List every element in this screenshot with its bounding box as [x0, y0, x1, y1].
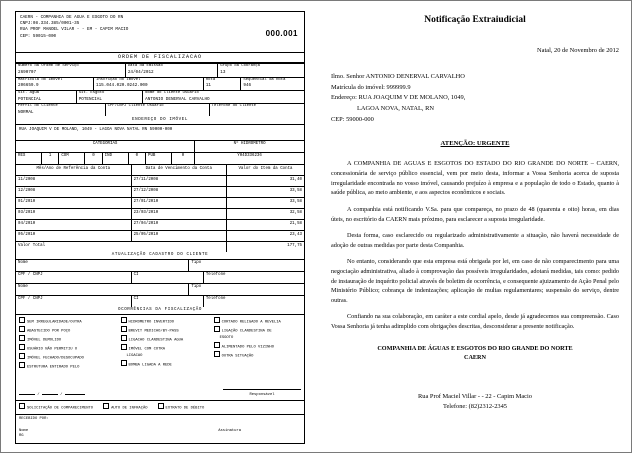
occurrence-item[interactable]: ALIMENTADO PELO VIZINHO — [214, 342, 301, 351]
addressee-name: Ilmo. Senhor ANTONIO DENERVAL CARVALHO — [331, 72, 465, 80]
total-value: 177,75 — [226, 241, 304, 252]
field-route-sequence: Sequencial da Rota 946 — [241, 77, 305, 90]
update-type-label: Tipo — [189, 259, 305, 271]
checkbox-icon[interactable] — [121, 317, 127, 323]
form-header — [15, 11, 305, 53]
update-name-label: Nome — [16, 259, 189, 271]
account-val: 33,58 — [226, 197, 304, 208]
addressee-address-1: Endereço: RUA JOAQUIM V DE MOLANO, 1049, — [331, 94, 466, 102]
update-ci-label: CI — [131, 271, 203, 283]
notice-signature — [331, 344, 619, 363]
addressee-registry: Matrícula do imóvel: 999999.9 — [331, 83, 411, 91]
received-name-field[interactable]: Nome — [19, 428, 29, 433]
account-due: 27/04/2010 — [131, 219, 226, 230]
bottom-check-1[interactable]: SOLICITAÇÃO DE COMPARECIMENTO — [19, 403, 93, 412]
account-val: 31,40 — [226, 175, 304, 186]
form-row-4 — [15, 103, 305, 117]
checkbox-icon[interactable] — [19, 403, 25, 409]
table-row — [16, 208, 305, 219]
field-property-registry: Matrícula do Imóvel 206659.9 — [16, 77, 94, 90]
account-due: 27/11/2008 — [131, 175, 226, 186]
hydrometer-value: Y04D336236 — [195, 152, 305, 164]
accounts-table — [15, 164, 305, 253]
bottom-check-3[interactable]: EXTRATO DE DÉBITO — [158, 403, 205, 412]
bottom-checkboxes — [15, 401, 305, 415]
checkbox-icon[interactable] — [121, 360, 127, 366]
section-categories: CATEGORIAS — [16, 140, 195, 152]
account-due: 23/03/2010 — [131, 208, 226, 219]
received-signature-field[interactable]: Assinatura — [218, 428, 241, 433]
occurrences-column-3 — [214, 317, 301, 372]
category-com-label: COM — [59, 152, 85, 164]
checkbox-icon[interactable] — [121, 335, 127, 341]
occurrence-item[interactable]: ABASTECIDO POR POÇO — [19, 326, 121, 335]
occurrence-item[interactable]: CORTADO RELIGADO A REVELIA — [214, 317, 301, 326]
occurrence-item[interactable]: IMÓVEL COM COTRA — [121, 344, 214, 353]
accounts-col-reference: Mês/Ano de Referência da Conta — [16, 164, 132, 175]
checkbox-icon[interactable] — [19, 353, 25, 359]
section-client-update: ATUALIZAÇÃO CADASTRO DO CLIENTE — [15, 252, 305, 260]
update-name2-label: Nome — [16, 283, 189, 295]
checkbox-icon[interactable] — [19, 317, 25, 323]
signature-abbr: CAERN — [463, 353, 486, 361]
account-ref: 11/2008 — [16, 175, 132, 186]
category-pub-value: 0 — [171, 152, 194, 164]
section-hydrometer: Nº HIDRÔMETRO — [195, 140, 305, 152]
occurrence-item[interactable]: LIGACAO CLANDESTINA AGUA — [121, 335, 214, 344]
field-water-status: Sit. Água POTENCIAL — [16, 90, 77, 103]
table-row — [16, 197, 305, 208]
form-row-3 — [15, 90, 305, 104]
update-cpf2-label: CPF / CNPJ — [16, 295, 132, 307]
checkbox-icon[interactable] — [121, 344, 127, 350]
document-number: 000.001 — [265, 29, 298, 38]
update-ci2-label: CI — [131, 295, 203, 307]
section-property-address: ENDEREÇO DO IMÓVEL — [15, 116, 305, 124]
checkbox-icon[interactable] — [214, 326, 220, 332]
field-client-phone: Telefone do Cliente — [209, 104, 304, 117]
accounts-col-value: Valor do Item da Conta — [226, 164, 304, 175]
notice-paragraph-5: Confiando na sua colaboração, em caráter a este cordial apelo, desde já agradecemos sua compreensão. Caso Vossa Senhoria já tenha adimplido com obrigações descritas, desconsiderar a presente notificação. — [331, 313, 619, 330]
occurrence-item[interactable]: HIDROMETRO INVERTIDO — [121, 317, 214, 326]
occurrences-block — [15, 315, 305, 401]
account-val: 32,58 — [226, 208, 304, 219]
notice-paragraph-2: A companhia está notificando V.Sa. para que compareça, no prazo de 48 (quarenta e oito) horas, em dias úteis, no escritório da CAERN mais próximo, para esclarecer a suposta irregularidade. — [331, 205, 619, 223]
account-ref: 03/2010 — [16, 208, 132, 219]
checkbox-icon[interactable] — [19, 344, 25, 350]
table-row — [16, 219, 305, 230]
field-billing-group: Grupo da Cobrança 13 — [218, 64, 305, 77]
category-ind-value: 0 — [128, 152, 145, 164]
form-title: ORDEM DE FISCALIZACAO — [15, 53, 305, 63]
account-due: 27/12/2008 — [131, 186, 226, 197]
total-label: Valor Total — [16, 241, 227, 252]
signature-company: COMPANHIA DE ÁGUAS E ESGOTOS DO RIO GRANDE DO NORTE — [377, 344, 573, 352]
field-property-inscription: Inscrição do Imóvel 115.044.020.0242.000 — [94, 77, 204, 90]
notice-title: Notificação Extraiudicial — [424, 15, 526, 25]
company-line-3: RUA PROF MANOEL VILAR - - EM - CAPIM MACIO — [20, 27, 129, 33]
occurrence-item[interactable]: LIGAÇÃO CLANDESTINA DE — [214, 326, 301, 335]
accounts-col-duedate: Data de Vencimento da Conta — [131, 164, 226, 175]
occurrence-item[interactable]: USUÁRIO NÃO PERMITIU O — [19, 344, 121, 353]
category-com-value: 0 — [85, 152, 102, 164]
notice-paragraph-3: Desta forma, caso esclarecido ou regularizado administrativamente a situação, não haverá necessidade de adoção de outras medidas por parte desta Companhia. — [331, 232, 619, 249]
field-emission-date: Data da Emissão 24/04/2012 — [125, 64, 217, 77]
responsible-signature[interactable]: Responsável — [223, 382, 301, 399]
update-phone2-label: Telefone — [203, 295, 304, 307]
table-row — [16, 186, 305, 197]
addressee-address-2: LAGOA NOVA, NATAL, RN — [357, 105, 434, 113]
occurrence-item[interactable]: IMÓVEL DEMOLIDO — [19, 335, 121, 344]
form-row-1 — [15, 63, 305, 77]
occurrence-item[interactable]: BREVIT MEDICAO/BY-PASS — [121, 326, 214, 335]
checkbox-icon[interactable] — [19, 362, 25, 368]
category-ind-label: IND — [102, 152, 128, 164]
update-phone-label: Telefone — [203, 271, 304, 283]
field-client-profile: Perfil do Cliente NORMAL — [16, 104, 106, 117]
update-type2-label: Tipo — [189, 283, 305, 295]
extrajudicial-notice — [331, 13, 619, 413]
company-line-2: CNPJ:08.334.385/0001-35 — [20, 21, 80, 27]
footer-address: Rua Prof Maciel Villar - - 22 - Capim Macio — [418, 393, 532, 401]
date-fields[interactable]: / / — [19, 387, 85, 399]
checkbox-icon[interactable] — [103, 403, 109, 409]
addressee-cep: CEP: 59000-000 — [331, 116, 374, 124]
field-client-cpf: CPF/CNPJ Cliente Usuário — [105, 104, 209, 117]
occurrence-item[interactable]: IMÓVEL FECHADO/DESOCUPADO — [19, 353, 121, 362]
checkbox-icon[interactable] — [121, 326, 127, 332]
account-due: 27/01/2010 — [131, 197, 226, 208]
bottom-check-2[interactable]: AUTO DE INFRAÇÃO — [103, 403, 147, 412]
occurrences-column-1 — [19, 317, 121, 372]
checkbox-icon[interactable] — [19, 326, 25, 332]
checkbox-icon[interactable] — [158, 403, 164, 409]
rg-label: RG — [19, 434, 24, 439]
update-cpf-label: CPF / CNPJ — [16, 271, 132, 283]
notice-footer — [331, 392, 619, 413]
fiscalization-order-form — [15, 11, 305, 444]
category-pub-label: PUB — [145, 152, 171, 164]
account-due: 25/05/2010 — [131, 230, 226, 241]
table-row — [16, 230, 305, 241]
account-ref: 04/2010 — [16, 219, 132, 230]
notice-paragraph-4: No entanto, considerando que esta empresa está obrigada por lei, em caso de não comparecimento para uma negociação administrativa, aliado à comprovação das possíveis irregularidades, adotará medidas, tais como: pedido de instauração de inquérito policial através de boletim de ocorrência, e consequente ajuizamento de Ação Penal pelo Ministério Público; cobrança de indenizações; aplicação de multas regulamentares; suspensão do serviço, dentre outras. — [331, 258, 619, 304]
occurrence-item[interactable]: OUTRA SITUAÇÃO — [214, 351, 301, 360]
field-client-name: Nome do Cliente usuário ANTONIO DENERVAL CARVALHO — [143, 90, 305, 103]
occurrence-item[interactable]: SEM IRREGULARIDADE/OUTRA — [19, 317, 121, 326]
checkbox-icon[interactable] — [214, 342, 220, 348]
field-route: Rota 11 — [203, 77, 241, 90]
table-row — [16, 175, 305, 186]
account-val: 33,58 — [226, 186, 304, 197]
notice-addressee — [331, 72, 619, 126]
account-ref: 01/2010 — [16, 197, 132, 208]
received-by-block — [15, 415, 305, 444]
occurrence-item[interactable]: LIGACAO — [126, 354, 143, 359]
account-val: 21,58 — [226, 219, 304, 230]
occurrences-column-2 — [121, 317, 214, 372]
occurrence-item[interactable]: ESTRUTURA ENTIRADO PELO — [19, 362, 121, 371]
account-val: 23,43 — [226, 230, 304, 241]
occurrence-item[interactable]: ESGOTO — [219, 336, 234, 340]
checkbox-icon[interactable] — [214, 317, 220, 323]
section-occurrences: OCORRÊNCIAS DA FISCALIZAÇÃO — [15, 307, 305, 315]
form-row-2 — [15, 77, 305, 91]
category-res-label: RES — [16, 152, 42, 164]
field-os-number: Número da Ordem de Serviço 2690707 — [16, 64, 126, 77]
occurrence-item[interactable]: BOMBA LIGADA A REDE — [121, 360, 214, 369]
account-ref: 12/2008 — [16, 186, 132, 197]
account-ref: 05/2010 — [16, 230, 132, 241]
footer-phone: Telefone: (82)2312-2345 — [443, 403, 507, 411]
property-address-value: RUA JOAQUIM V DE MOLAND, 1049 - LAGOA NOVA NATAL RN 59000-000 — [15, 125, 305, 141]
notice-paragraph-1: A COMPANHIA DE AGUAS E ESGOTOS DO ESTADO DO RIO GRANDE DO NORTE – CAERN, concessionária de serviço público essencial, vem por meio desta, informar a Vossa Senhoria acerca de suposta irregularidade encontrada no vosso imóvel, causando prejuízo à empresa e a população de todo o Estado, quanto à saúde pública, ao meio ambiente, e aos aspectos econômicos e sociais. — [331, 160, 619, 197]
field-sewer-status: Sit. Esgoto POTENCIAL — [76, 90, 142, 103]
received-by-label: RECEBIDO POR: — [19, 417, 49, 422]
accounts-total-row — [16, 241, 305, 252]
attention-banner: ATENÇÃO: URGENTE — [440, 140, 510, 148]
company-line-1: CAERN - COMPANHIA DE AGUA E ESGOTO DO RN — [20, 15, 124, 20]
category-res-value: 1 — [42, 152, 59, 164]
company-line-4: CEP: 59015-000 — [20, 33, 57, 39]
notice-date: Natal, 20 de Novembro de 2012 — [537, 46, 619, 54]
checkbox-icon[interactable] — [214, 351, 220, 357]
checkbox-icon[interactable] — [19, 335, 25, 341]
